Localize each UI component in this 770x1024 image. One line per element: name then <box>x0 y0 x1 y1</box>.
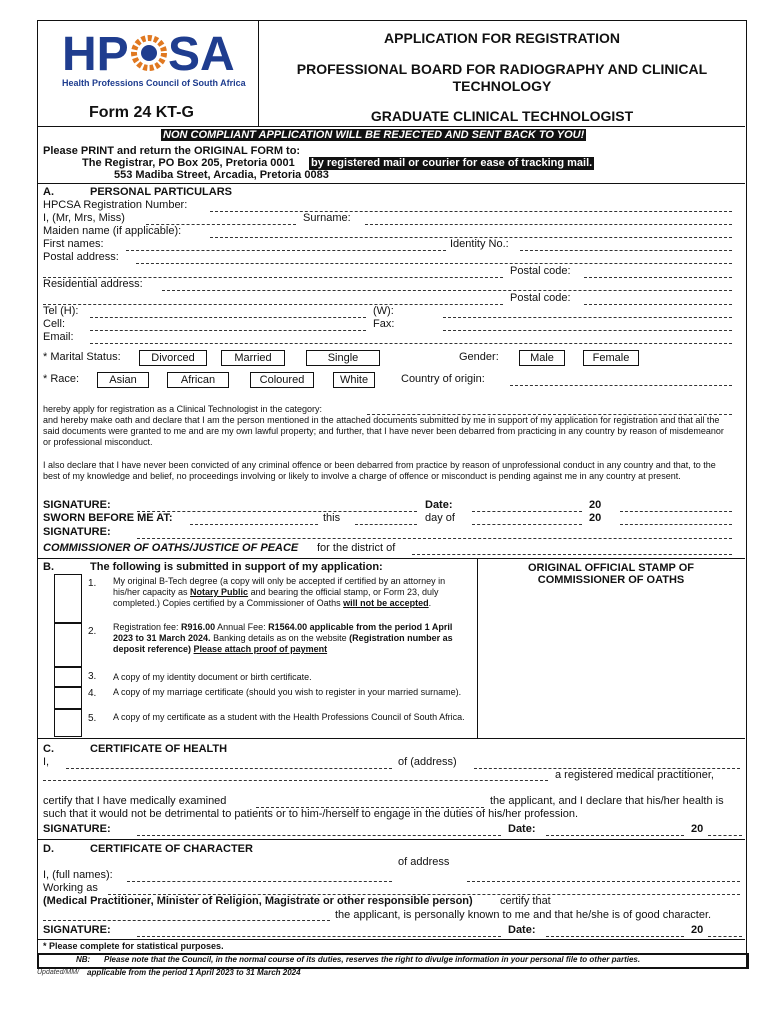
health-address-field-2[interactable] <box>43 780 548 781</box>
tel-w-field[interactable] <box>443 317 732 318</box>
print-return-instruction: Please PRINT and return the ORIGINAL FORM to: <box>43 145 301 157</box>
marital-married-option[interactable]: Married <box>221 350 285 366</box>
fax-label: Fax: <box>373 318 395 330</box>
item-5-text: A copy of my certificate as a student with the Health Professions Council of South Africa. <box>113 712 465 722</box>
section-c-top-line <box>37 738 745 739</box>
tel-h-field[interactable] <box>90 317 366 318</box>
postal-code2-label: Postal code: <box>510 292 571 304</box>
sworn-day-of: day of <box>425 512 455 524</box>
district-field[interactable] <box>412 554 732 555</box>
health-year-field[interactable] <box>708 835 742 836</box>
sworn-place-field[interactable] <box>190 524 318 525</box>
item-2-text: Registration fee: R916.00 Annual Fee: R1564.00 applicable from the period 1 April 2023 to 31 March 2024. Banking details as on the website (Registration number as deposit reference) Please attach proof of payment <box>113 622 453 654</box>
section-b-title: The following is submitted in support of my application: <box>90 561 383 573</box>
item-1-number: 1. <box>88 578 97 589</box>
postal-code-label: Postal code: <box>510 265 571 277</box>
health-address-label: of (address) <box>398 756 457 768</box>
title-label: I, (Mr, Mrs, Miss) <box>43 212 125 224</box>
health-i-label: I, <box>43 756 50 768</box>
item-5-number: 5. <box>88 713 97 724</box>
race-asian-option[interactable]: Asian <box>97 372 149 388</box>
cell-field[interactable] <box>90 330 366 331</box>
character-signature-label: SIGNATURE: <box>43 924 111 936</box>
full-names-label: I, (full names): <box>43 869 113 881</box>
section-a-title: PERSONAL PARTICULARS <box>90 186 232 198</box>
section-b-letter: B. <box>43 561 54 573</box>
declaration-year-field[interactable] <box>620 511 732 512</box>
tel-h-label: Tel (H): <box>43 305 79 317</box>
declaration-year-prefix: 20 <box>589 499 602 511</box>
working-as-label: Working as <box>43 882 98 894</box>
character-address-label: of address <box>398 856 450 868</box>
race-coloured-option[interactable]: Coloured <box>250 372 314 388</box>
declaration-signature-label: SIGNATURE: <box>43 499 111 511</box>
responsible-person-field[interactable] <box>43 920 330 921</box>
gender-label: Gender: <box>459 351 499 363</box>
declaration-signature-field[interactable] <box>137 511 417 512</box>
health-date-label: Date: <box>508 823 536 835</box>
checkbox-4[interactable] <box>54 686 82 710</box>
race-label: * Race: <box>43 373 80 385</box>
sworn-year-prefix: 20 <box>589 512 602 524</box>
health-date-field[interactable] <box>546 835 684 836</box>
mail-note: by registered mail or courier for ease of tracking mail. <box>311 157 593 169</box>
tel-w-label: (W): <box>373 305 394 317</box>
item-2-number: 2. <box>88 626 97 637</box>
health-such-text: such that it would not be detrimental to patients or to him-/herself to engage in the duties of his/her profession. <box>43 808 579 820</box>
nb-label: NB: <box>76 955 91 964</box>
sworn-month-field[interactable] <box>472 524 582 525</box>
health-name-field[interactable] <box>66 768 392 769</box>
registrar-address: The Registrar, PO Box 205, Pretoria 0001 <box>82 157 295 169</box>
stamp-label: ORIGINAL OFFICIAL STAMP OF COMMISSIONER OF OATHS <box>527 562 695 586</box>
checkbox-1[interactable] <box>54 574 82 624</box>
nb-text: Please note that the Council, in the normal course of its duties, reserves the right to divulge information in your personal file to other parties. <box>104 955 641 964</box>
checkbox-3[interactable] <box>54 666 82 688</box>
marital-divorced-option[interactable]: Divorced <box>139 350 207 366</box>
character-date-field[interactable] <box>546 936 684 937</box>
declaration-oath: and hereby make oath and declare that I am the person mentioned in the attached documents submitted by me in support of my application for registration and that all the said documents were granted to me and are my own lawful property; and further, that I have never been debarred from practicing in any country by reason of misdemeanor or professional misconduct. <box>43 415 724 447</box>
health-signature-label: SIGNATURE: <box>43 823 111 835</box>
svg-text:HP: HP <box>62 28 129 81</box>
item-3-number: 3. <box>88 671 97 682</box>
noncompliant-banner: NON COMPLIANT APPLICATION WILL BE REJECTED AND SENT BACK TO YOU! <box>163 129 585 141</box>
sworn-year-field[interactable] <box>620 524 732 525</box>
applicant-health-text: the applicant, and I declare that his/her health is <box>490 795 724 807</box>
certify-examined-label: certify that I have medically examined <box>43 795 227 807</box>
section-d-letter: D. <box>43 843 54 855</box>
first-names-label: First names: <box>43 238 104 250</box>
street-address: 553 Madiba Street, Arcadia, Pretoria 0083 <box>114 169 329 181</box>
health-year-prefix: 20 <box>691 823 704 835</box>
race-african-option[interactable]: African <box>167 372 229 388</box>
residential-label: Residential address: <box>43 278 143 290</box>
sworn-this: this <box>323 512 341 524</box>
maiden-label: Maiden name (if applicable): <box>43 225 182 237</box>
postal-code-field[interactable] <box>584 277 732 278</box>
form-number: Form 24 KT-G <box>89 104 194 121</box>
character-year-prefix: 20 <box>691 924 704 936</box>
declaration-date-field[interactable] <box>472 511 582 512</box>
header-line2: PROFESSIONAL BOARD FOR RADIOGRAPHY AND CLINICAL TECHNOLOGY <box>296 61 708 94</box>
checkbox-2[interactable] <box>54 622 82 668</box>
declaration-category: hereby apply for registration as a Clinical Technologist in the category: <box>43 404 322 414</box>
section-c-title: CERTIFICATE OF HEALTH <box>90 743 228 755</box>
country-field[interactable] <box>510 385 732 386</box>
commissioner-signature-label: SIGNATURE: <box>43 526 111 538</box>
responsible-person-label: (Medical Practitioner, Minister of Religion, Magistrate or other responsible person) <box>43 895 473 907</box>
certify-that-label: certify that <box>500 895 551 907</box>
commissioner-signature-field[interactable] <box>137 538 732 539</box>
country-label: Country of origin: <box>401 373 485 385</box>
header-line3: GRADUATE CLINICAL TECHNOLOGIST <box>370 108 634 124</box>
full-names-field[interactable] <box>127 881 392 882</box>
declaration-date-label: Date: <box>425 499 453 511</box>
statistical-note: * Please complete for statistical purposes. <box>43 941 224 951</box>
cell-label: Cell: <box>43 318 66 330</box>
identity-field[interactable] <box>520 250 732 251</box>
character-signature-field[interactable] <box>137 936 501 937</box>
postal-address-field-1[interactable] <box>136 263 732 264</box>
section-b-top-line <box>37 558 745 559</box>
practitioner-label: a registered medical practitioner, <box>555 769 714 781</box>
postal-address-label: Postal address: <box>43 251 119 263</box>
logo-subtitle: Health Professions Council of South Africa <box>62 78 246 88</box>
section-a-letter: A. <box>43 186 54 198</box>
section-d-top-line <box>37 839 745 840</box>
email-label: Email: <box>43 331 74 343</box>
marital-single-option[interactable]: Single <box>306 350 380 366</box>
svg-text:SA: SA <box>168 28 235 81</box>
gender-female-option[interactable]: Female <box>583 350 639 366</box>
commissioner-label: COMMISSIONER OF OATHS/JUSTICE OF PEACE <box>43 542 299 554</box>
header-line1: APPLICATION FOR REGISTRATION <box>384 30 620 46</box>
surname-label: Surname: <box>303 212 351 224</box>
first-names-field[interactable] <box>126 250 446 251</box>
footer-top-line <box>37 939 745 940</box>
section-a-top-line <box>37 183 745 184</box>
item-1-text: My original B-Tech degree (a copy will only be accepted if certified by an attorney in his/her capacity as Notary Public and bearing the official stamp, or Form 23, duly completed.) Copies certified by a Commissioner of Oaths will not be accepted. <box>113 576 446 608</box>
district-label: for the district of <box>317 542 396 554</box>
fax-field[interactable] <box>443 330 732 331</box>
item-4-number: 4. <box>88 688 97 699</box>
character-year-field[interactable] <box>708 936 742 937</box>
gender-male-option[interactable]: Male <box>519 350 565 366</box>
section-d-title: CERTIFICATE OF CHARACTER <box>90 843 253 855</box>
checkbox-5[interactable] <box>54 708 82 737</box>
email-field[interactable] <box>90 343 732 344</box>
residential-field-1[interactable] <box>162 290 732 291</box>
postal-code2-field[interactable] <box>584 304 732 305</box>
surname-field[interactable] <box>365 224 732 225</box>
identity-label: Identity No.: <box>450 238 509 250</box>
section-b-divider <box>477 558 478 738</box>
sworn-label: SWORN BEFORE ME AT: <box>43 512 173 524</box>
character-address-field[interactable] <box>467 881 740 882</box>
section-c-letter: C. <box>43 743 54 755</box>
declaration-criminal: I also declare that I have never been convicted of any criminal offence or been debarred from practice by reason of unprofessional conduct in any country and that, to the best of my knowledge and belief, no proceedings involving or likely to involve a charge of offence or misconduct is pending against me in any country at present. <box>43 460 716 481</box>
updated-label: Updated/MM/ <box>37 969 80 976</box>
reg-number-label: HPCSA Registration Number: <box>43 199 188 211</box>
sworn-day-field[interactable] <box>355 524 417 525</box>
residential-field-2[interactable] <box>43 304 503 305</box>
reg-number-field[interactable] <box>210 211 732 212</box>
header-divider <box>258 20 259 126</box>
health-signature-field[interactable] <box>137 835 501 836</box>
good-character-text: the applicant, is personally known to me and that he/she is of good character. <box>335 909 712 921</box>
race-white-option[interactable]: White <box>333 372 375 388</box>
applicable-period: applicable from the period 1 April 2023 to 31 March 2024 <box>87 968 301 977</box>
header-bottom-line <box>37 126 745 127</box>
item-4-text: A copy of my marriage certificate (should you wish to register in your married surname). <box>113 687 462 697</box>
item-3-text: A copy of my identity document or birth certificate. <box>113 672 312 682</box>
character-date-label: Date: <box>508 924 536 936</box>
marital-label: * Marital Status: <box>43 351 121 363</box>
